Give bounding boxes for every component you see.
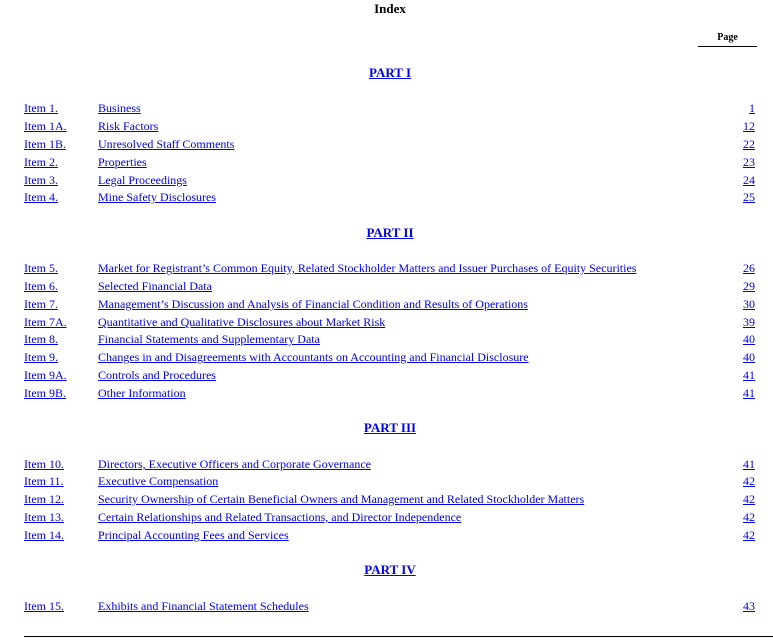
item-number-link[interactable]: Item 1B. <box>24 137 66 151</box>
page-number-link[interactable]: 29 <box>743 279 755 293</box>
item-title-link[interactable]: Mine Safety Disclosures <box>98 190 216 204</box>
toc-row <box>0 188 773 206</box>
toc-row <box>0 472 773 490</box>
index-title: Index <box>374 1 406 16</box>
toc-row <box>0 277 773 295</box>
part-iii-link[interactable]: PART III <box>363 420 417 435</box>
page-number-link[interactable]: 41 <box>743 386 755 400</box>
toc-row <box>0 99 773 117</box>
item-number-link[interactable]: Item 9. <box>24 350 58 364</box>
page-number-link[interactable]: 24 <box>743 173 755 187</box>
toc-row <box>0 295 773 313</box>
item-title-link[interactable]: Principal Accounting Fees and Services <box>98 528 289 542</box>
toc-row <box>0 135 773 153</box>
item-title-link[interactable]: Directors, Executive Officers and Corporate Governance <box>98 457 371 471</box>
footer-divider <box>24 636 773 637</box>
item-number-link[interactable]: Item 9A. <box>24 368 67 382</box>
item-title-link[interactable]: Quantitative and Qualitative Disclosures about Market Risk <box>98 315 386 329</box>
part-heading <box>0 562 773 578</box>
item-title-link[interactable]: Properties <box>98 155 147 169</box>
toc-row <box>0 153 773 171</box>
item-number-link[interactable]: Item 7. <box>24 297 58 311</box>
toc-row <box>0 366 773 384</box>
item-title-link[interactable]: Certain Relationships and Related Transactions, and Director Independence <box>98 510 462 524</box>
toc-row <box>0 526 773 544</box>
toc-row <box>0 330 773 348</box>
page-number-link[interactable]: 42 <box>743 528 755 542</box>
toc-row <box>0 171 773 189</box>
toc-row <box>0 455 773 473</box>
item-title-link[interactable]: Risk Factors <box>98 119 159 133</box>
item-title-link[interactable]: Legal Proceedings <box>98 173 187 187</box>
item-title-link[interactable]: Other Information <box>98 386 186 400</box>
item-number-link[interactable]: Item 1A. <box>24 119 67 133</box>
item-number-link[interactable]: Item 1. <box>24 101 58 115</box>
item-title-link[interactable]: Market for Registrant’s Common Equity, Related Stockholder Matters and Issuer Purchases of Equity Securities <box>98 261 637 275</box>
item-title-link[interactable]: Executive Compensation <box>98 474 219 488</box>
item-title-link[interactable]: Unresolved Staff Comments <box>98 137 235 151</box>
page-number-link[interactable]: 12 <box>743 119 755 133</box>
page-number-link[interactable]: 1 <box>749 101 755 115</box>
page-number-link[interactable]: 30 <box>743 297 755 311</box>
page-number-link[interactable]: 40 <box>743 350 755 364</box>
item-number-link[interactable]: Item 6. <box>24 279 58 293</box>
item-title-link[interactable]: Changes in and Disagreements with Accountants on Accounting and Financial Disclosure <box>98 350 529 364</box>
item-number-link[interactable]: Item 7A. <box>24 315 67 329</box>
page-number-link[interactable]: 40 <box>743 332 755 346</box>
item-title-link[interactable]: Security Ownership of Certain Beneficial Owners and Management and Related Stockholder Matters <box>98 492 585 506</box>
page-number-link[interactable]: 42 <box>743 474 755 488</box>
page-number-link[interactable]: 42 <box>743 510 755 524</box>
page-number-link[interactable]: 42 <box>743 492 755 506</box>
toc-row <box>0 384 773 402</box>
toc-row <box>0 490 773 508</box>
item-number-link[interactable]: Item 9B. <box>24 386 66 400</box>
page-number-link[interactable]: 41 <box>743 457 755 471</box>
part-heading <box>0 225 773 241</box>
page-number-link[interactable]: 22 <box>743 137 755 151</box>
page-number-link[interactable]: 43 <box>743 599 755 613</box>
item-number-link[interactable]: Item 3. <box>24 173 58 187</box>
item-number-link[interactable]: Item 10. <box>24 457 64 471</box>
part-heading <box>0 65 773 81</box>
page-number-link[interactable]: 23 <box>743 155 755 169</box>
item-title-link[interactable]: Selected Financial Data <box>98 279 212 293</box>
page-column-header: Page <box>698 32 757 47</box>
page-number-link[interactable]: 39 <box>743 315 755 329</box>
item-number-link[interactable]: Item 14. <box>24 528 64 542</box>
item-number-link[interactable]: Item 12. <box>24 492 64 506</box>
toc-row <box>0 348 773 366</box>
item-title-link[interactable]: Business <box>98 101 141 115</box>
toc-row <box>0 259 773 277</box>
item-number-link[interactable]: Item 2. <box>24 155 58 169</box>
page-number-link[interactable]: 26 <box>743 261 755 275</box>
item-title-link[interactable]: Controls and Procedures <box>98 368 216 382</box>
item-number-link[interactable]: Item 11. <box>24 474 64 488</box>
item-title-link[interactable]: Financial Statements and Supplementary Data <box>98 332 320 346</box>
page-number-link[interactable]: 41 <box>743 368 755 382</box>
item-title-link[interactable]: Exhibits and Financial Statement Schedules <box>98 599 309 613</box>
item-number-link[interactable]: Item 8. <box>24 332 58 346</box>
toc-row <box>0 313 773 331</box>
toc-row <box>0 597 773 615</box>
toc-row <box>0 508 773 526</box>
part-heading <box>0 420 773 436</box>
item-number-link[interactable]: Item 5. <box>24 261 58 275</box>
item-number-link[interactable]: Item 4. <box>24 190 58 204</box>
toc-row <box>0 117 773 135</box>
page-number-link[interactable]: 25 <box>743 190 755 204</box>
item-number-link[interactable]: Item 15. <box>24 599 64 613</box>
item-number-link[interactable]: Item 13. <box>24 510 64 524</box>
item-title-link[interactable]: Management’s Discussion and Analysis of Financial Condition and Results of Operations <box>98 297 528 311</box>
part-iv-link[interactable]: PART IV <box>364 562 416 577</box>
part-ii-link[interactable]: PART II <box>366 225 414 240</box>
part-i-link[interactable]: PART I <box>368 65 412 80</box>
